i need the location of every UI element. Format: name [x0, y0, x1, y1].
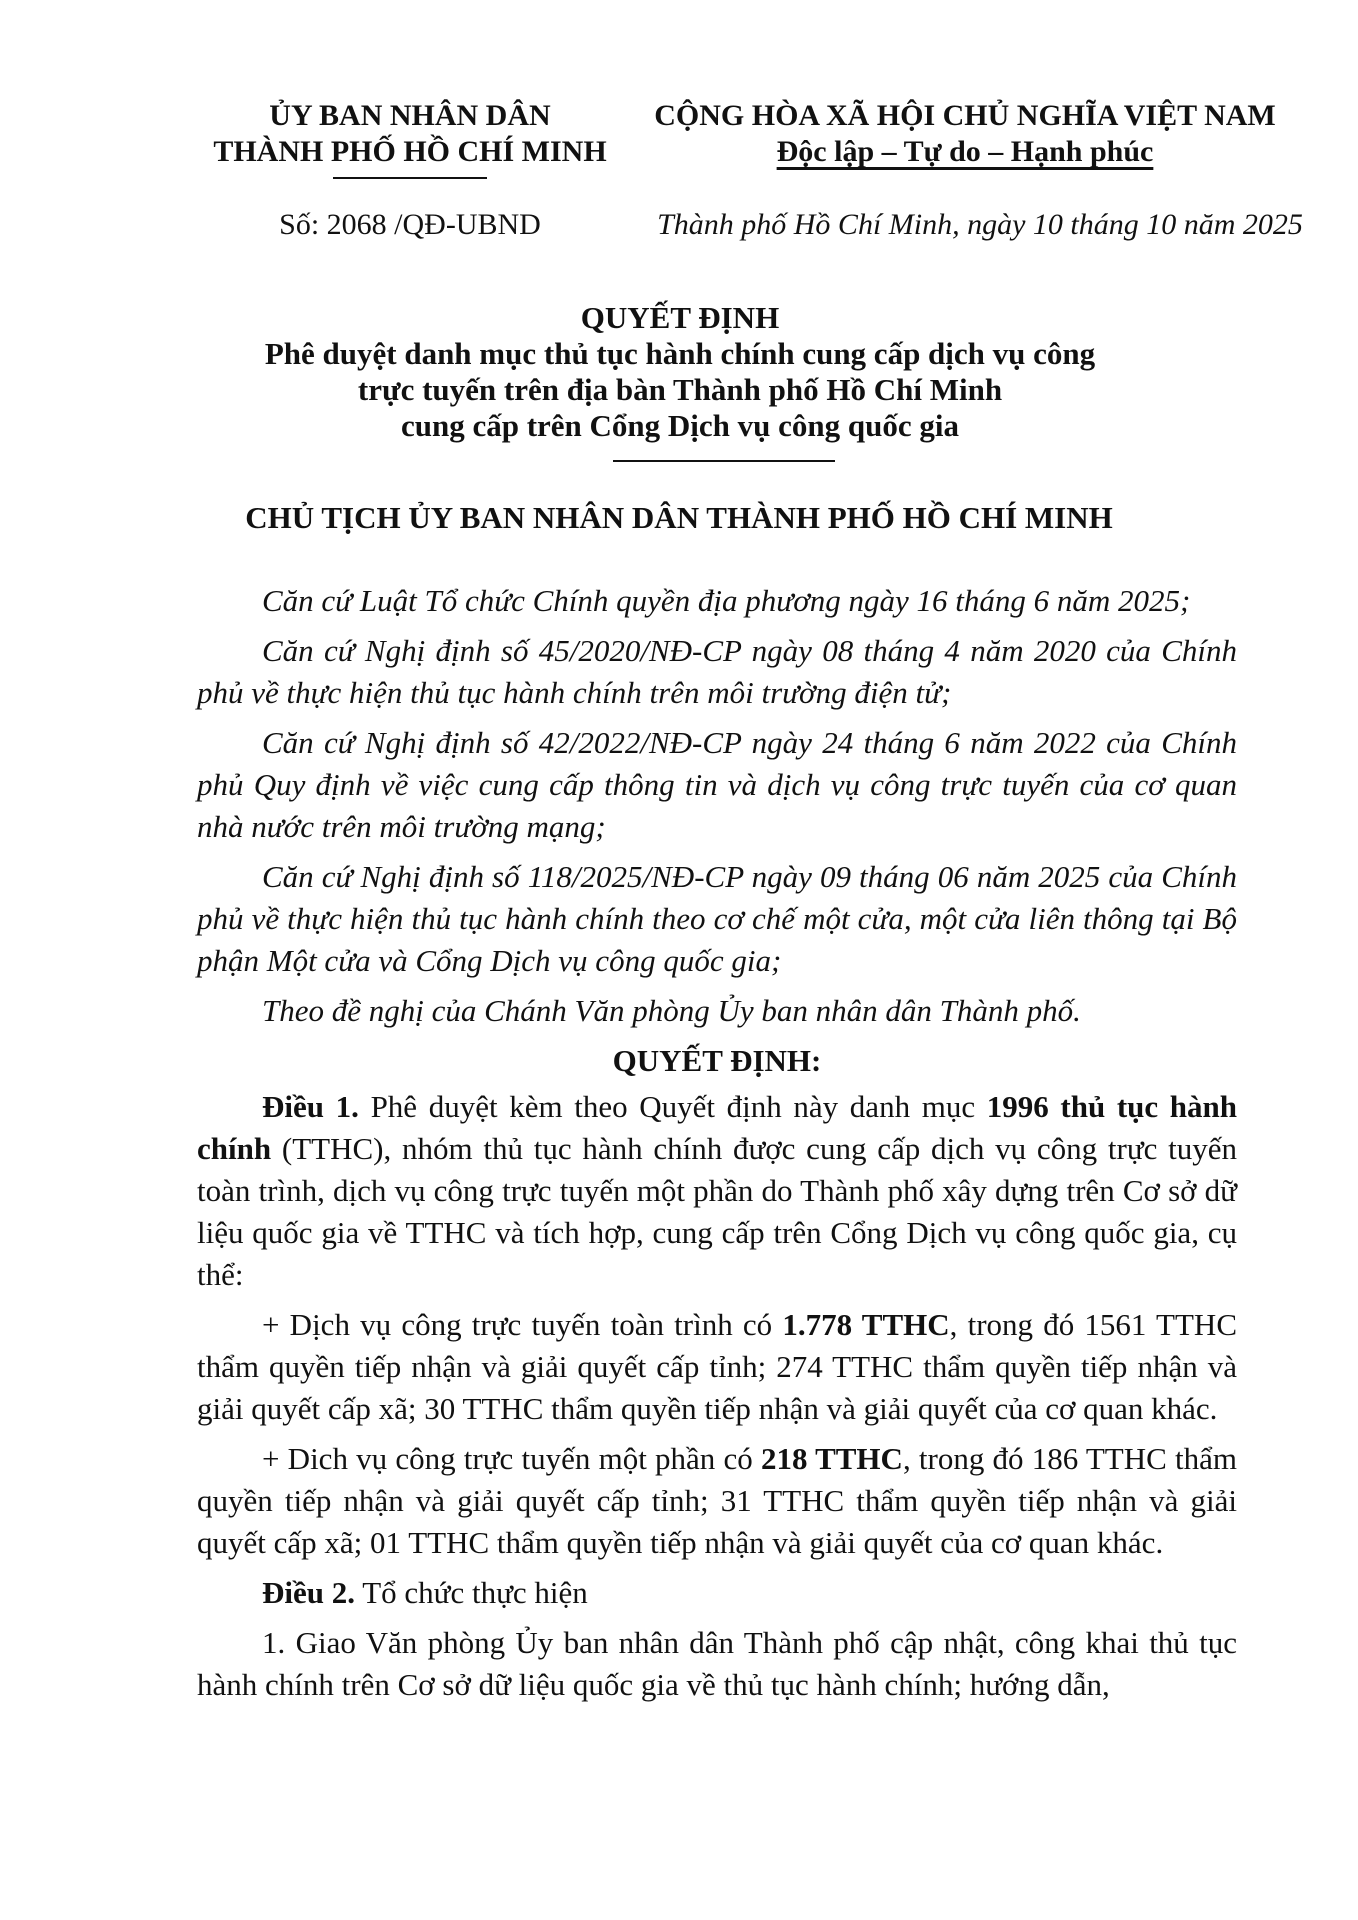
authority-heading: CHỦ TỊCH ỦY BAN NHÂN DÂN THÀNH PHỐ HỒ CHÍ MINH [245, 500, 1113, 535]
item-1-pre: + Dịch vụ công trực tuyến toàn trình có [262, 1307, 773, 1342]
preamble-3: Căn cứ Nghị định số 42/2022/NĐ-CP ngày 24 tháng 6 năm 2022 của Chính phủ Quy định về việc cung cấp thông tin và dịch vụ công trực tuyến của cơ quan nhà nước trên môi trường mạng; [197, 725, 1237, 844]
document-title [150, 300, 1210, 444]
article-1-text-a: Phê duyệt kèm theo Quyết định này danh mục [370, 1089, 976, 1124]
title-line-2: trực tuyến trên địa bàn Thành phố Hồ Chí Minh [357, 372, 1003, 407]
preamble-5: Theo đề nghị của Chánh Văn phòng Ủy ban nhân dân Thành phố. [262, 993, 1081, 1028]
place-date: Thành phố Hồ Chí Minh, ngày 10 tháng 10 năm 2025 [657, 208, 1303, 241]
preamble-4: Căn cứ Nghị định số 118/2025/NĐ-CP ngày 09 tháng 06 năm 2025 của Chính phủ về thực hiện thủ tục hành chính theo cơ chế một cửa, một cửa liên thông tại Bộ phận Một cửa và Cổng Dịch vụ công quốc gia; [197, 859, 1237, 978]
item-2-post: , trong đó 186 TTHC thẩm quyền tiếp nhận và giải quyết cấp tỉnh; 31 TTHC thẩm quyền tiếp nhận và giải quyết cấp xã; 01 TTHC thẩm quyền tiếp nhận và giải quyết của cơ quan khác. [197, 1441, 1237, 1560]
article-1-item-2 [197, 1438, 1237, 1564]
national-motto-block [640, 98, 1290, 170]
decision-heading: QUYẾT ĐỊNH: [612, 1043, 822, 1078]
item-1-count: 1.778 TTHC [782, 1307, 950, 1342]
document-number: Số: 2068 /QĐ-UBND [279, 208, 541, 241]
item-2-pre: + Dich vụ công trực tuyến một phần có [262, 1441, 753, 1476]
preamble-2: Căn cứ Nghị định số 45/2020/NĐ-CP ngày 08 tháng 4 năm 2020 của Chính phủ về thực hiện thủ tục hành chính trên môi trường điện tử; [197, 633, 1237, 710]
article-1-text-b: (TTHC), nhóm thủ tục hành chính được cung cấp dịch vụ công trực tuyến toàn trình, dịch vụ công trực tuyến một phần do Thành phố xây dựng trên Cơ sở dữ liệu quốc gia về TTHC và tích hợp, cung cấp trên Cổng Dịch vụ công quốc gia, cụ thể: [197, 1131, 1238, 1292]
title-underline [613, 460, 835, 462]
national-motto: Độc lập – Tự do – Hạnh phúc [776, 135, 1154, 168]
issuer-block [190, 98, 630, 170]
preamble-1: Căn cứ Luật Tổ chức Chính quyền địa phương ngày 16 tháng 6 năm 2025; [262, 583, 1191, 618]
article-2-item-1: 1. Giao Văn phòng Ủy ban nhân dân Thành phố cập nhật, công khai thủ tục hành chính trên Cơ sở dữ liệu quốc gia về thủ tục hành chính; hướng dẫn, [197, 1625, 1237, 1702]
article-1 [197, 1086, 1237, 1296]
national-name: CỘNG HÒA XÃ HỘI CHỦ NGHĨA VIỆT NAM [654, 99, 1276, 132]
item-1-post: , trong đó 1561 TTHC thẩm quyền tiếp nhận và giải quyết cấp tỉnh; 274 TTHC thẩm quyền tiếp nhận và giải quyết cấp xã; 30 TTHC thẩm quyền tiếp nhận và giải quyết của cơ quan khác. [197, 1307, 1237, 1426]
article-2-label: Điều 2. [262, 1575, 355, 1610]
item-2-count: 218 TTHC [760, 1441, 903, 1476]
document-body [197, 580, 1237, 1706]
article-2 [197, 1572, 1237, 1614]
title-heading: QUYẾT ĐỊNH [580, 300, 780, 335]
issuer-line-1: ỦY BAN NHÂN DÂN [269, 99, 551, 132]
issuer-underline [333, 177, 487, 179]
title-line-3: cung cấp trên Cổng Dịch vụ công quốc gia [400, 408, 960, 443]
article-1-label: Điều 1. [262, 1089, 359, 1124]
article-1-count: 1996 thủ tục hành chính [197, 1089, 1238, 1166]
issuer-line-2: THÀNH PHỐ HỒ CHÍ MINH [213, 135, 607, 168]
article-1-item-1 [197, 1304, 1237, 1430]
title-line-1: Phê duyệt danh mục thủ tục hành chính cung cấp dịch vụ công [264, 336, 1096, 371]
article-2-title: Tổ chức thực hiện [362, 1575, 588, 1610]
